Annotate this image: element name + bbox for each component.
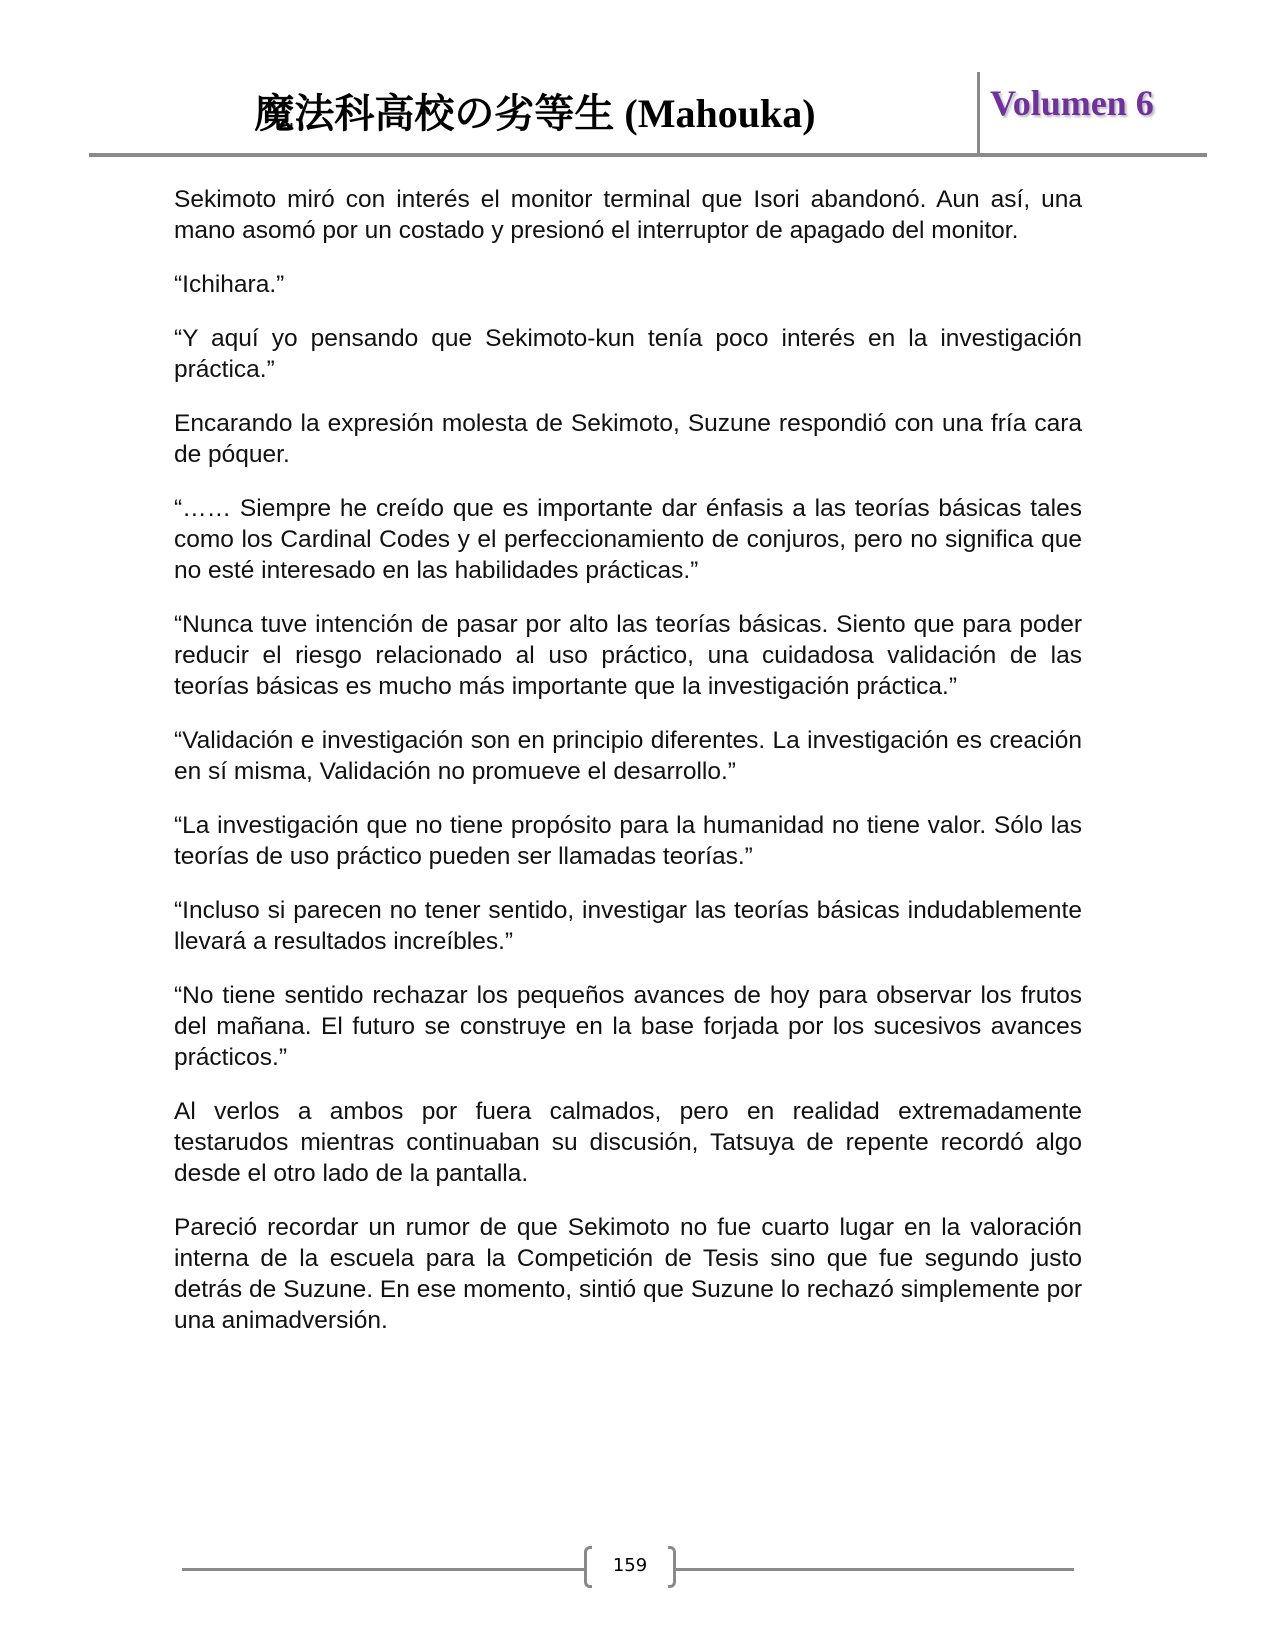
page-number: 159 <box>612 1555 648 1576</box>
paragraph: Al verlos a ambos por fuera calmados, pero en realidad extremadamente testarudos mientras continuaban su discusión, Tatsuya de repente recordó algo desde el otro lado de la pantalla. <box>174 1098 1082 1187</box>
paragraph: Pareció recordar un rumor de que Sekimoto no fue cuarto lugar en la valoración interna de la escuela para la Competición de Tesis sino que fue segundo justo detrás de Suzune. En ese momento, sintió que Suzune lo rechazó simplemente por una animadversión. <box>174 1214 1082 1334</box>
paragraph: “…… Siempre he creído que es importante dar énfasis a las teorías básicas tales como los Cardinal Codes y el perfeccionamiento de conjuros, pero no significa que no esté interesado en las habilidades prácticas.” <box>174 495 1082 584</box>
right-bracket-icon <box>668 1546 676 1588</box>
left-bracket-icon <box>584 1546 592 1588</box>
header-divider <box>977 72 980 156</box>
paragraph: “Incluso si parecen no tener sentido, investigar las teorías básicas indudablemente llevará a resultados increíbles.” <box>174 897 1082 955</box>
paragraph: “Nunca tuve intención de pasar por alto las teorías básicas. Siento que para poder reducir el riesgo relacionado al uso práctico, una cuidadosa validación de las teorías básicas es mucho más importante que la investigación práctica.” <box>174 611 1082 700</box>
book-title: 魔法科高校の劣等生 (Mahouka) <box>254 91 816 136</box>
volume-label: Volumen 6 <box>990 83 1154 123</box>
paragraph: “No tiene sentido rechazar los pequeños avances de hoy para observar los frutos del mañana. El futuro se construye en la base forjada por los sucesivos avances prácticos.” <box>174 982 1082 1071</box>
paragraph: Sekimoto miró con interés el monitor terminal que Isori abandonó. Aun así, una mano asomó por un costado y presionó el interruptor de apagado del monitor. <box>174 186 1082 244</box>
paragraph: “La investigación que no tiene propósito para la humanidad no tiene valor. Sólo las teorías de uso práctico pueden ser llamadas teorías.” <box>174 812 1082 870</box>
footer-rule-right <box>676 1568 1074 1571</box>
footer-rule-left <box>182 1568 584 1571</box>
paragraph: Encarando la expresión molesta de Sekimoto, Suzune respondió con una fría cara de póquer. <box>174 410 1082 468</box>
header-rule <box>89 153 1207 157</box>
body-text <box>174 184 1082 1359</box>
paragraph: “Y aquí yo pensando que Sekimoto-kun tenía poco interés en la investigación práctica.” <box>174 325 1082 383</box>
paragraph: “Ichihara.” <box>174 271 285 298</box>
paragraph: “Validación e investigación son en principio diferentes. La investigación es creación en sí misma, Validación no promueve el desarrollo.” <box>174 727 1082 785</box>
